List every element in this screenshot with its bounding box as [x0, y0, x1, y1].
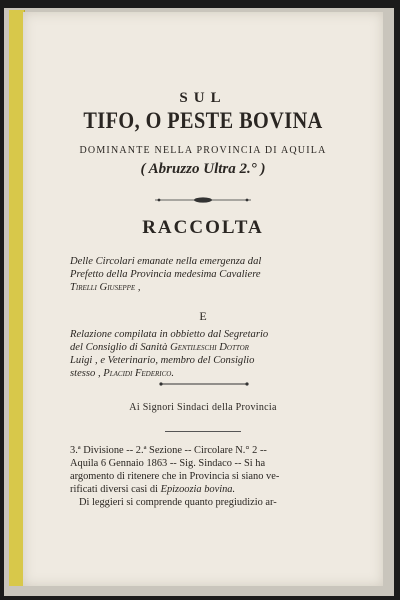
body-line-5: Di leggieri si comprende quanto pregiudizio ar-	[79, 497, 277, 508]
relazione-line-3: Luigi , e Veterinario, membro del Consiglio	[70, 355, 255, 366]
ornament-divider-bottom	[158, 380, 250, 388]
raccolta-name: Tirelli Giuseppe	[70, 282, 136, 293]
relazione-name-1: Gentileschi Dottor	[170, 342, 249, 353]
document-title: TIFO, O PESTE BOVINA	[83, 108, 323, 133]
conjunction: E	[199, 309, 207, 323]
relazione-line-2-text: del Consiglio di Sanità	[70, 342, 171, 353]
heading-sul: SUL	[179, 90, 227, 106]
rule-divider	[165, 431, 241, 432]
document-page	[23, 12, 383, 586]
relazione-line-1: Relazione compilata in obbietto dal Segretario	[70, 329, 269, 340]
raccolta-name-suffix: ,	[135, 282, 141, 293]
subtitle-line-1: DOMINANTE NELLA PROVINCIA DI AQUILA	[79, 145, 327, 156]
body-line-3: argomento di ritenere che in Provincia si siano ve-	[70, 471, 280, 482]
relazione-line-4	[70, 368, 174, 379]
subtitle-line-2: ( Abruzzo Ultra 2.° )	[140, 161, 266, 177]
body-line-4	[70, 484, 235, 495]
body-line-4-text: rificati diversi casi di	[70, 484, 161, 495]
relazione-line-4-text: stesso ,	[70, 368, 104, 379]
section-title: RACCOLTA	[142, 217, 264, 238]
address-line: Ai Signori Sindaci della Provincia	[129, 402, 277, 413]
raccolta-line-1: Delle Circolari emanate nella emergenza dal	[70, 256, 262, 267]
raccolta-line-2: Prefetto della Provincia medesima Cavaliere	[70, 269, 261, 280]
relazione-line-2	[70, 342, 249, 353]
body-italic-term: Epizoozia bovina.	[160, 484, 236, 495]
raccolta-line-3	[70, 282, 140, 293]
body-line-1: 3.ª Divisione -- 2.ª Sezione -- Circolare N.° 2 --	[70, 445, 267, 456]
relazione-name-2: Placidi Federico	[103, 368, 172, 379]
body-line-2: Aquila 6 Gennaio 1863 -- Sig. Sindaco -- Si ha	[70, 458, 266, 469]
relazione-end: .	[171, 368, 175, 379]
ornament-divider-top	[153, 196, 253, 204]
